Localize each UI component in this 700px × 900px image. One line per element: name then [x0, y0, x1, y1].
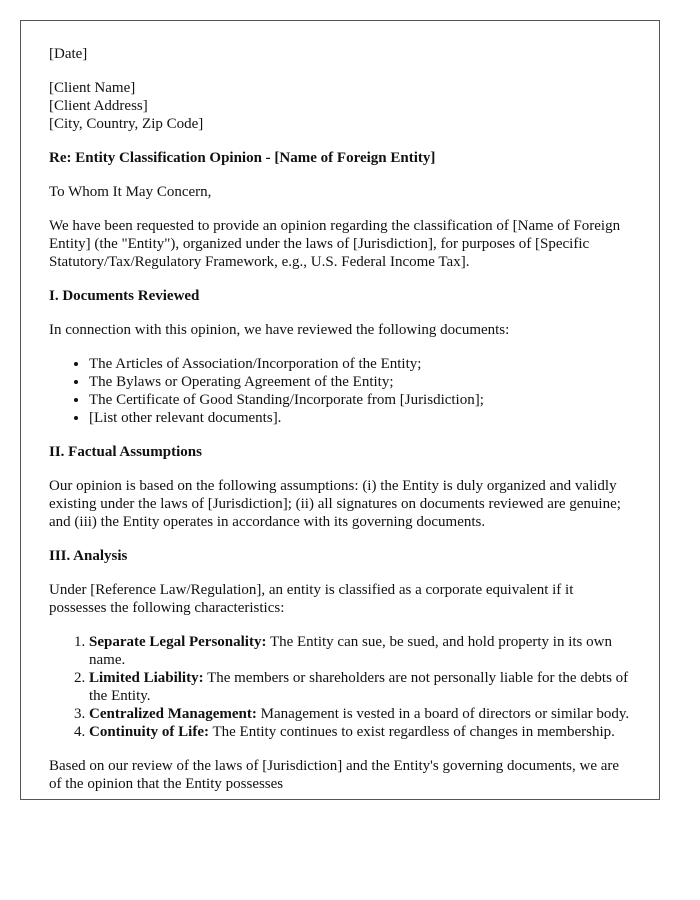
characteristic-desc: The Entity can sue, be sued, and hold property in its own name.	[89, 634, 612, 668]
client-city: [City, Country, Zip Code]	[49, 116, 204, 132]
characteristic-term: Continuity of Life:	[89, 724, 209, 740]
list-item	[89, 669, 634, 705]
client-name: [Client Name]	[49, 80, 136, 96]
characteristic-desc: The members or shareholders are not personally liable for the debts of the Entity.	[89, 670, 629, 704]
list-item	[89, 723, 634, 741]
characteristics-list	[49, 633, 634, 741]
salutation: To Whom It May Concern,	[49, 184, 212, 200]
section-3-heading: III. Analysis	[49, 548, 128, 564]
section-2-heading: II. Factual Assumptions	[49, 444, 202, 460]
list-item	[89, 633, 634, 669]
list-item: • The Articles of Association/Incorporation of the Entity;	[89, 355, 634, 373]
client-address-block	[49, 79, 634, 133]
section-1-text: In connection with this opinion, we have reviewed the following documents:	[49, 322, 510, 338]
letter-page	[20, 20, 660, 800]
section-3-text: Under [Reference Law/Regulation], an entity is classified as a corporate equivalent if it possesses the following characteristics:	[49, 582, 574, 616]
intro-paragraph: We have been requested to provide an opinion regarding the classification of [Name of Foreign Entity] (the "Entity"), organized under the laws of [Jurisdiction], for purposes of [Specific Statutory/Tax/Regulatory Framework, e.g., U.S. Federal Income Tax].	[49, 218, 621, 270]
re-line: Re: Entity Classification Opinion - [Name of Foreign Entity]	[49, 150, 436, 166]
documents-list	[49, 355, 634, 427]
characteristic-term: Centralized Management:	[89, 706, 257, 722]
list-item: • The Certificate of Good Standing/Incorporate from [Jurisdiction];	[89, 391, 634, 409]
list-item: • The Bylaws or Operating Agreement of the Entity;	[89, 373, 634, 391]
list-item	[89, 705, 634, 723]
characteristic-term: Separate Legal Personality:	[89, 634, 267, 650]
section-1-heading: I. Documents Reviewed	[49, 288, 200, 304]
client-address: [Client Address]	[49, 98, 148, 114]
section-2-text: Our opinion is based on the following assumptions: (i) the Entity is duly organized and validly existing under the laws of [Jurisdiction]; (ii) all signatures on documents reviewed are genuine; and (iii) the Entity operates in accordance with its governing documents.	[49, 478, 621, 530]
characteristic-desc: The Entity continues to exist regardless of changes in membership.	[209, 724, 615, 740]
letter-body	[49, 45, 634, 800]
date-line: [Date]	[49, 46, 88, 62]
characteristic-desc: Management is vested in a board of directors or similar body.	[256, 706, 630, 722]
characteristic-term: Limited Liability:	[89, 670, 204, 686]
cutoff-paragraph: Based on our review of the laws of [Jurisdiction] and the Entity's governing documents, we are of the opinion that the Entity possesses	[49, 758, 620, 792]
list-item: • [List other relevant documents].	[89, 409, 634, 427]
